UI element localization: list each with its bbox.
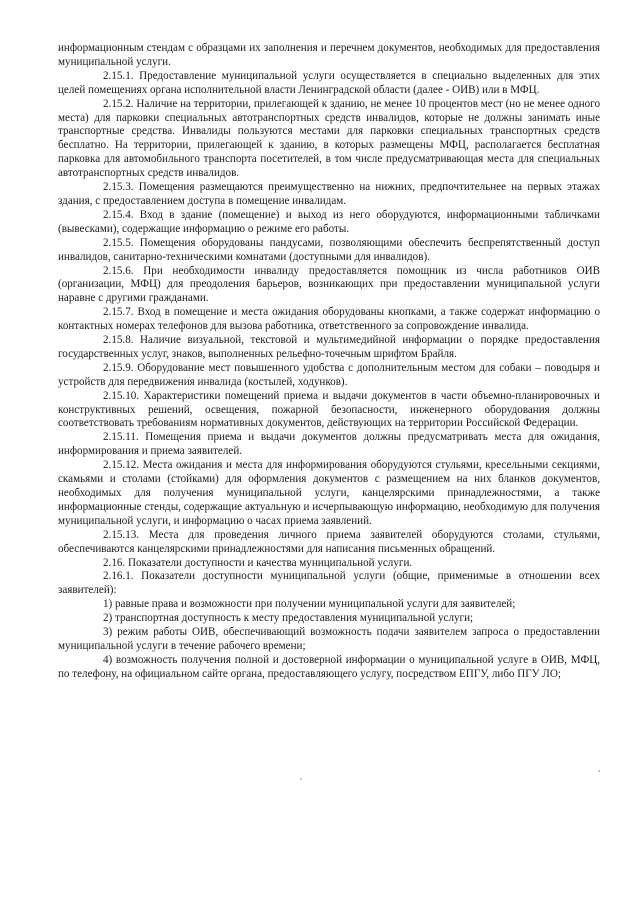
paragraph-p2-15-6: 2.15.6. При необходимости инвалиду предоставляется помощник из числа работников ОИВ (организации, МФЦ) для преодоления барьеров, возникающих при предоставлении муниципальной услуги наравне с другими гражданами. bbox=[58, 264, 600, 305]
paragraph-p2-15-4: 2.15.4. Вход в здание (помещение) и выход из него оборудуются, информационными табличками (вывесками), содержащие информацию о режиме его работы. bbox=[58, 208, 600, 235]
paragraph-p2-15-5: 2.15.5. Помещения оборудованы пандусами, позволяющими обеспечить беспрепятственный доступ инвалидов, санитарно-техническими комнатами (доступными для инвалидов). bbox=[58, 236, 600, 263]
scan-speck bbox=[300, 778, 302, 780]
paragraph-p2-15-8: 2.15.8. Наличие визуальной, текстовой и мультимедийной информации о порядке предоставления государственных услуг, знаков, выполненных рельефно-точечным шрифтом Брайля. bbox=[58, 334, 600, 360]
paragraph-p2-15-9: 2.15.9. Оборудование мест повышенного удобства с дополнительным местом для собаки – поводыря и устройств для передвижения инвалида (костылей, ходунков). bbox=[58, 361, 600, 388]
paragraph-item-1: 1) равные права и возможности при получении муниципальной услуги для заявителей; bbox=[103, 598, 516, 611]
paragraph-p2-15-3: 2.15.3. Помещения размещаются преимущественно на нижних, предпочтительнее на первых этажах здания, с предоставлением доступа в помещение инвалидам. bbox=[58, 181, 600, 207]
paragraph-p2-16: 2.16. Показатели доступности и качества муниципальной услуги. bbox=[103, 556, 413, 569]
paragraph-p2-15-2: 2.15.2. Наличие на территории, прилегающей к зданию, не менее 10 процентов мест (но не менее одного места) для парковки специальных автотранспортных средств инвалидов, которые не должны занимать иные транспортные средства. Инвалиды пользуются местами для парковки специальных транспортных средств бесплатно. На территории, прилегающей к зданию, в которых размещены МФЦ, располагается бесплатная парковка для автомобильного транспорта посетителей, в том числе предусматривающая места для специальных автотранспортных средств инвалидов. bbox=[58, 97, 600, 180]
paragraph-p2-15-11: 2.15.11. Помещения приема и выдачи документов должны предусматривать места для ожидания, информирования и приема заявителей. bbox=[58, 431, 600, 458]
paragraph-p2-16-1: 2.16.1. Показатели доступности муниципальной услуги (общие, применимые в отношении всех заявителей): bbox=[58, 570, 600, 597]
paragraph-p2-15-13: 2.15.13. Места для проведения личного приема заявителей оборудуются столами, стульями, обеспечиваются канцелярскими принадлежностями для написания письменных обращений. bbox=[58, 528, 600, 555]
scan-speck bbox=[598, 770, 600, 772]
document-body bbox=[58, 42, 600, 682]
paragraph-p2-15-10: 2.15.10. Характеристики помещений приема и выдачи документов в части объемно-планировочных и конструктивных решений, освещения, пожарной безопасности, инженерного оборудования должны соответствовать требованиям нормативных документов, действующих на территории Российской Федерации. bbox=[58, 389, 600, 430]
paragraph-intro: информационным стендам с образцами их заполнения и перечнем документов, необходимых для предоставления муниципальной услуги. bbox=[58, 42, 600, 68]
paragraph-item-2: 2) транспортная доступность к месту предоставления муниципальной услуги; bbox=[103, 612, 474, 625]
paragraph-item-4: 4) возможность получения полной и достоверной информации о муниципальной услуге в ОИВ, МФЦ, по телефону, на официальном сайте органа, предоставляющего услугу, посредством ЕПГУ, либо ПГУ ЛО; bbox=[58, 653, 600, 680]
paragraph-item-3: 3) режим работы ОИВ, обеспечивающий возможность подачи заявителем запроса о предоставлении муниципальной услуги в течение рабочего времени; bbox=[58, 626, 600, 652]
paragraph-p2-15-7: 2.15.7. Вход в помещение и места ожидания оборудованы кнопками, а также содержат информацию о контактных номерах телефонов для вызова работника, ответственного за сопровождение инвалида. bbox=[58, 306, 600, 333]
paragraph-p2-15-1: 2.15.1. Предоставление муниципальной услуги осуществляется в специально выделенных для этих целей помещениях органа исполнительной власти Ленинградской области (далее - ОИВ) или в МФЦ. bbox=[58, 69, 600, 96]
paragraph-p2-15-12: 2.15.12. Места ожидания и места для информирования оборудуются стульями, кресельными секциями, скамьями и столами (стойками) для оформления документов с размещением на них бланков документов, необходимых для получения муниципальной услуги, канцелярскими принадлежностями, а также информационные стенды, содержащие актуальную и исчерпывающую информацию, необходимую для получения муниципальной услуги, и информацию о часах приема заявлений. bbox=[58, 459, 600, 527]
